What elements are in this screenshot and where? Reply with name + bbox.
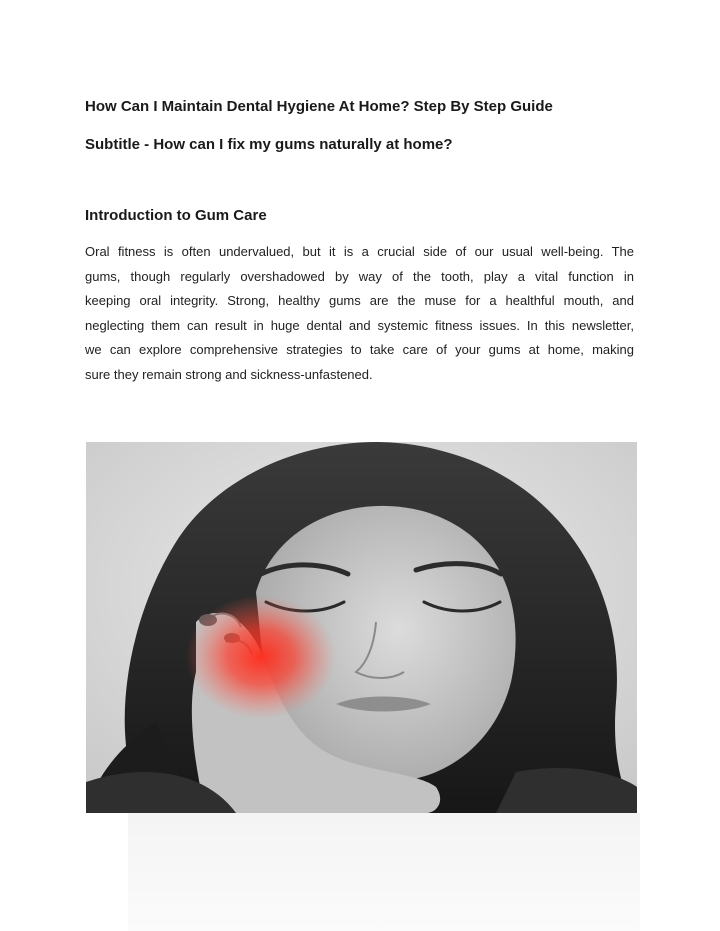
document-subtitle: Subtitle - How can I fix my gums naturally at home?	[85, 136, 453, 153]
intro-line: keeping oral integrity. Strong, healthy gums are the muse for a healthful mouth, and	[85, 293, 634, 308]
intro-line: neglecting them can result in huge dental and systemic fitness issues. In this newsletter,	[85, 317, 634, 333]
woman-toothache-photo	[86, 442, 637, 813]
intro-line: gums, though regularly overshadowed by way of the tooth, play a vital function in	[85, 268, 634, 284]
intro-line: we can explore comprehensive strategies to take care of your gums at home, making	[85, 342, 634, 357]
intro-paragraph	[85, 240, 634, 387]
section-heading: Introduction to Gum Care	[85, 207, 267, 224]
intro-line: Oral fitness is often undervalued, but it is a crucial side of our usual well-being. The	[85, 244, 634, 259]
document-title: How Can I Maintain Dental Hygiene At Home? Step By Step Guide	[85, 98, 553, 115]
page-bottom-fade	[128, 813, 640, 931]
intro-line: sure they remain strong and sickness-unfastened.	[85, 366, 373, 382]
